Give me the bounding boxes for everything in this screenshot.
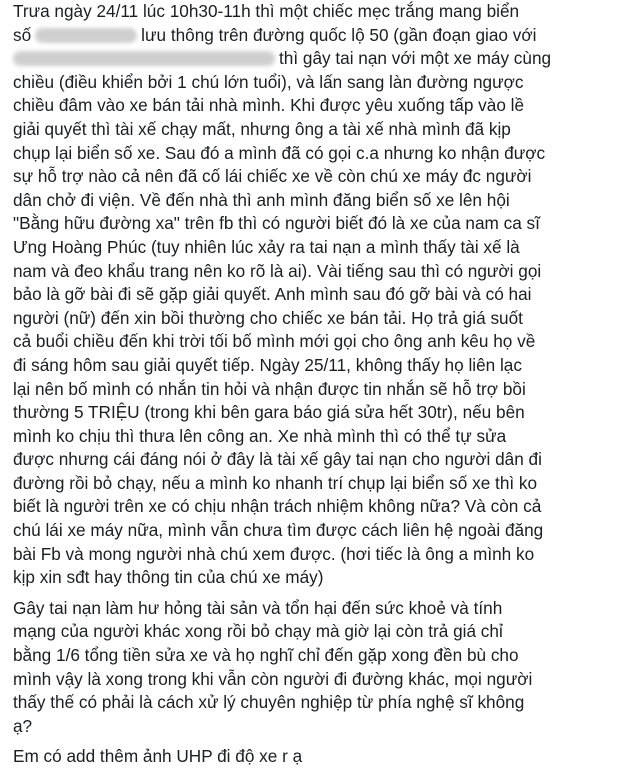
text-line: thì gây tai nạn với một xe máy cùng (13, 47, 613, 71)
text-line: bằng 1/6 tổng tiền sửa xe và họ nghĩ chỉ đến gặp xong đền bù cho (13, 645, 519, 666)
text-line: lại nên bố mình có nhắn tin hỏi và nhận được tin nhắn sẽ hỗ trợ bồi (13, 378, 526, 399)
text-line: số lưu thông trên đường quốc lộ 50 (gần đoạn giao với (13, 24, 537, 45)
text-line: kịp xin sđt hay thông tin của chú xe máy) (13, 567, 324, 588)
text-line: giải quyết thì tài xế chạy mất, nhưng ông a tài xế nhà mình đã kịp (13, 118, 511, 139)
text-line: mạng của người khác xong rồi bỏ chạy mà giờ lại còn trả giá chỉ (13, 621, 503, 642)
text-line: mình vậy là xong trong khi vẫn còn người đi đường khác, mọi người (13, 668, 533, 689)
text-line: sự hỗ trợ nào cả nên đã cố lái chiếc xe về còn chú xe máy đc người (13, 166, 532, 187)
text-line: dân chở đi viện. Về đến nhà thì anh mình đăng biển số xe lên hội (13, 189, 510, 210)
text-line: Trưa ngày 24/11 lúc 10h30-11h thì một chiếc mẹc trắng mang biển (13, 1, 520, 21)
text-line: ạ? (13, 715, 33, 736)
text-line: người (nữ) đến xin bồi thường cho chiếc xe bán tải. Họ trả giá suốt (13, 307, 523, 328)
text-line: chú lái xe máy nữa, mình vẫn chưa tìm được cách liên hệ ngoài đăng (13, 520, 544, 541)
paragraph-gap (13, 738, 613, 745)
text-line: cả buổi chiều đến khi trời tối bố mình mới gọi cho ông anh kêu họ về (13, 331, 536, 352)
text-line: chiều đâm vào xe bán tải nhà mình. Khi được yêu xuống tấp vào lề (13, 95, 525, 116)
text-line: thường 5 TRIỆU (trong khi bên gara báo giá sửa hết 30tr), nếu bên (13, 402, 525, 423)
text-line: bảo là gỡ bài đi sẽ gặp giải quyết. Anh mình sau đó gỡ bài và có hai (13, 284, 532, 305)
text-line: chụp lại biển số xe. Sau đó a mình đã có gọi c.a nhưng ko nhận được (13, 142, 546, 163)
text-line: được nhưng cái đáng nói ở đây là tài xế gây tai nạn cho người dân đi (13, 449, 542, 470)
redacted-location (13, 51, 275, 66)
redacted-plate-number (35, 28, 137, 43)
paragraph-1 (13, 0, 613, 590)
text-line: Gây tai nạn làm hư hỏng tài sản và tổn hại đến sức khoẻ và tính (13, 597, 503, 618)
text-line: bài Fb và mong người nhà chú xem được. (hơi tiếc là ông a mình ko (13, 543, 535, 564)
paragraph-2 (13, 597, 613, 739)
text-line: đi sáng hôm sau giải quyết tiếp. Ngày 25/11, không thấy họ liên lạc (13, 354, 522, 375)
text-line: biết là người trên xe có chịu nhận trách nhiệm không nữa? Và còn cả (13, 496, 542, 517)
text-line: nam và đeo khẩu trang nên ko rõ là ai). Vài tiếng sau thì có người gọi (13, 260, 542, 281)
text-line: mình ko chịu thì thưa lên công an. Xe nhà mình thì có thể tự sửa (13, 425, 507, 446)
text-line: thấy thế có phải là cách xử lý chuyên nghiệp từ phía nghệ sĩ không (13, 692, 525, 713)
text-line: chiều (điều khiển bởi 1 chú lớn tuổi), và lấn sang làn đường ngược (13, 71, 524, 92)
post-body (13, 0, 613, 769)
paragraph-gap (13, 590, 613, 597)
text-line: Ưng Hoàng Phúc (tuy nhiên lúc xảy ra tai nạn a mình thấy tài xế là (13, 236, 520, 257)
text-line: đường rồi bỏ chạy, nếu a mình ko nhanh trí chụp lại biển số xe thì ko (13, 472, 538, 493)
text-line: Em có add thêm ảnh UHP đi độ xe r ạ (13, 746, 303, 767)
paragraph-3 (13, 745, 613, 769)
text-line: "Bằng hữu đường xa" trên fb thì có người biết đó là xe của nam ca sĩ (13, 213, 540, 234)
